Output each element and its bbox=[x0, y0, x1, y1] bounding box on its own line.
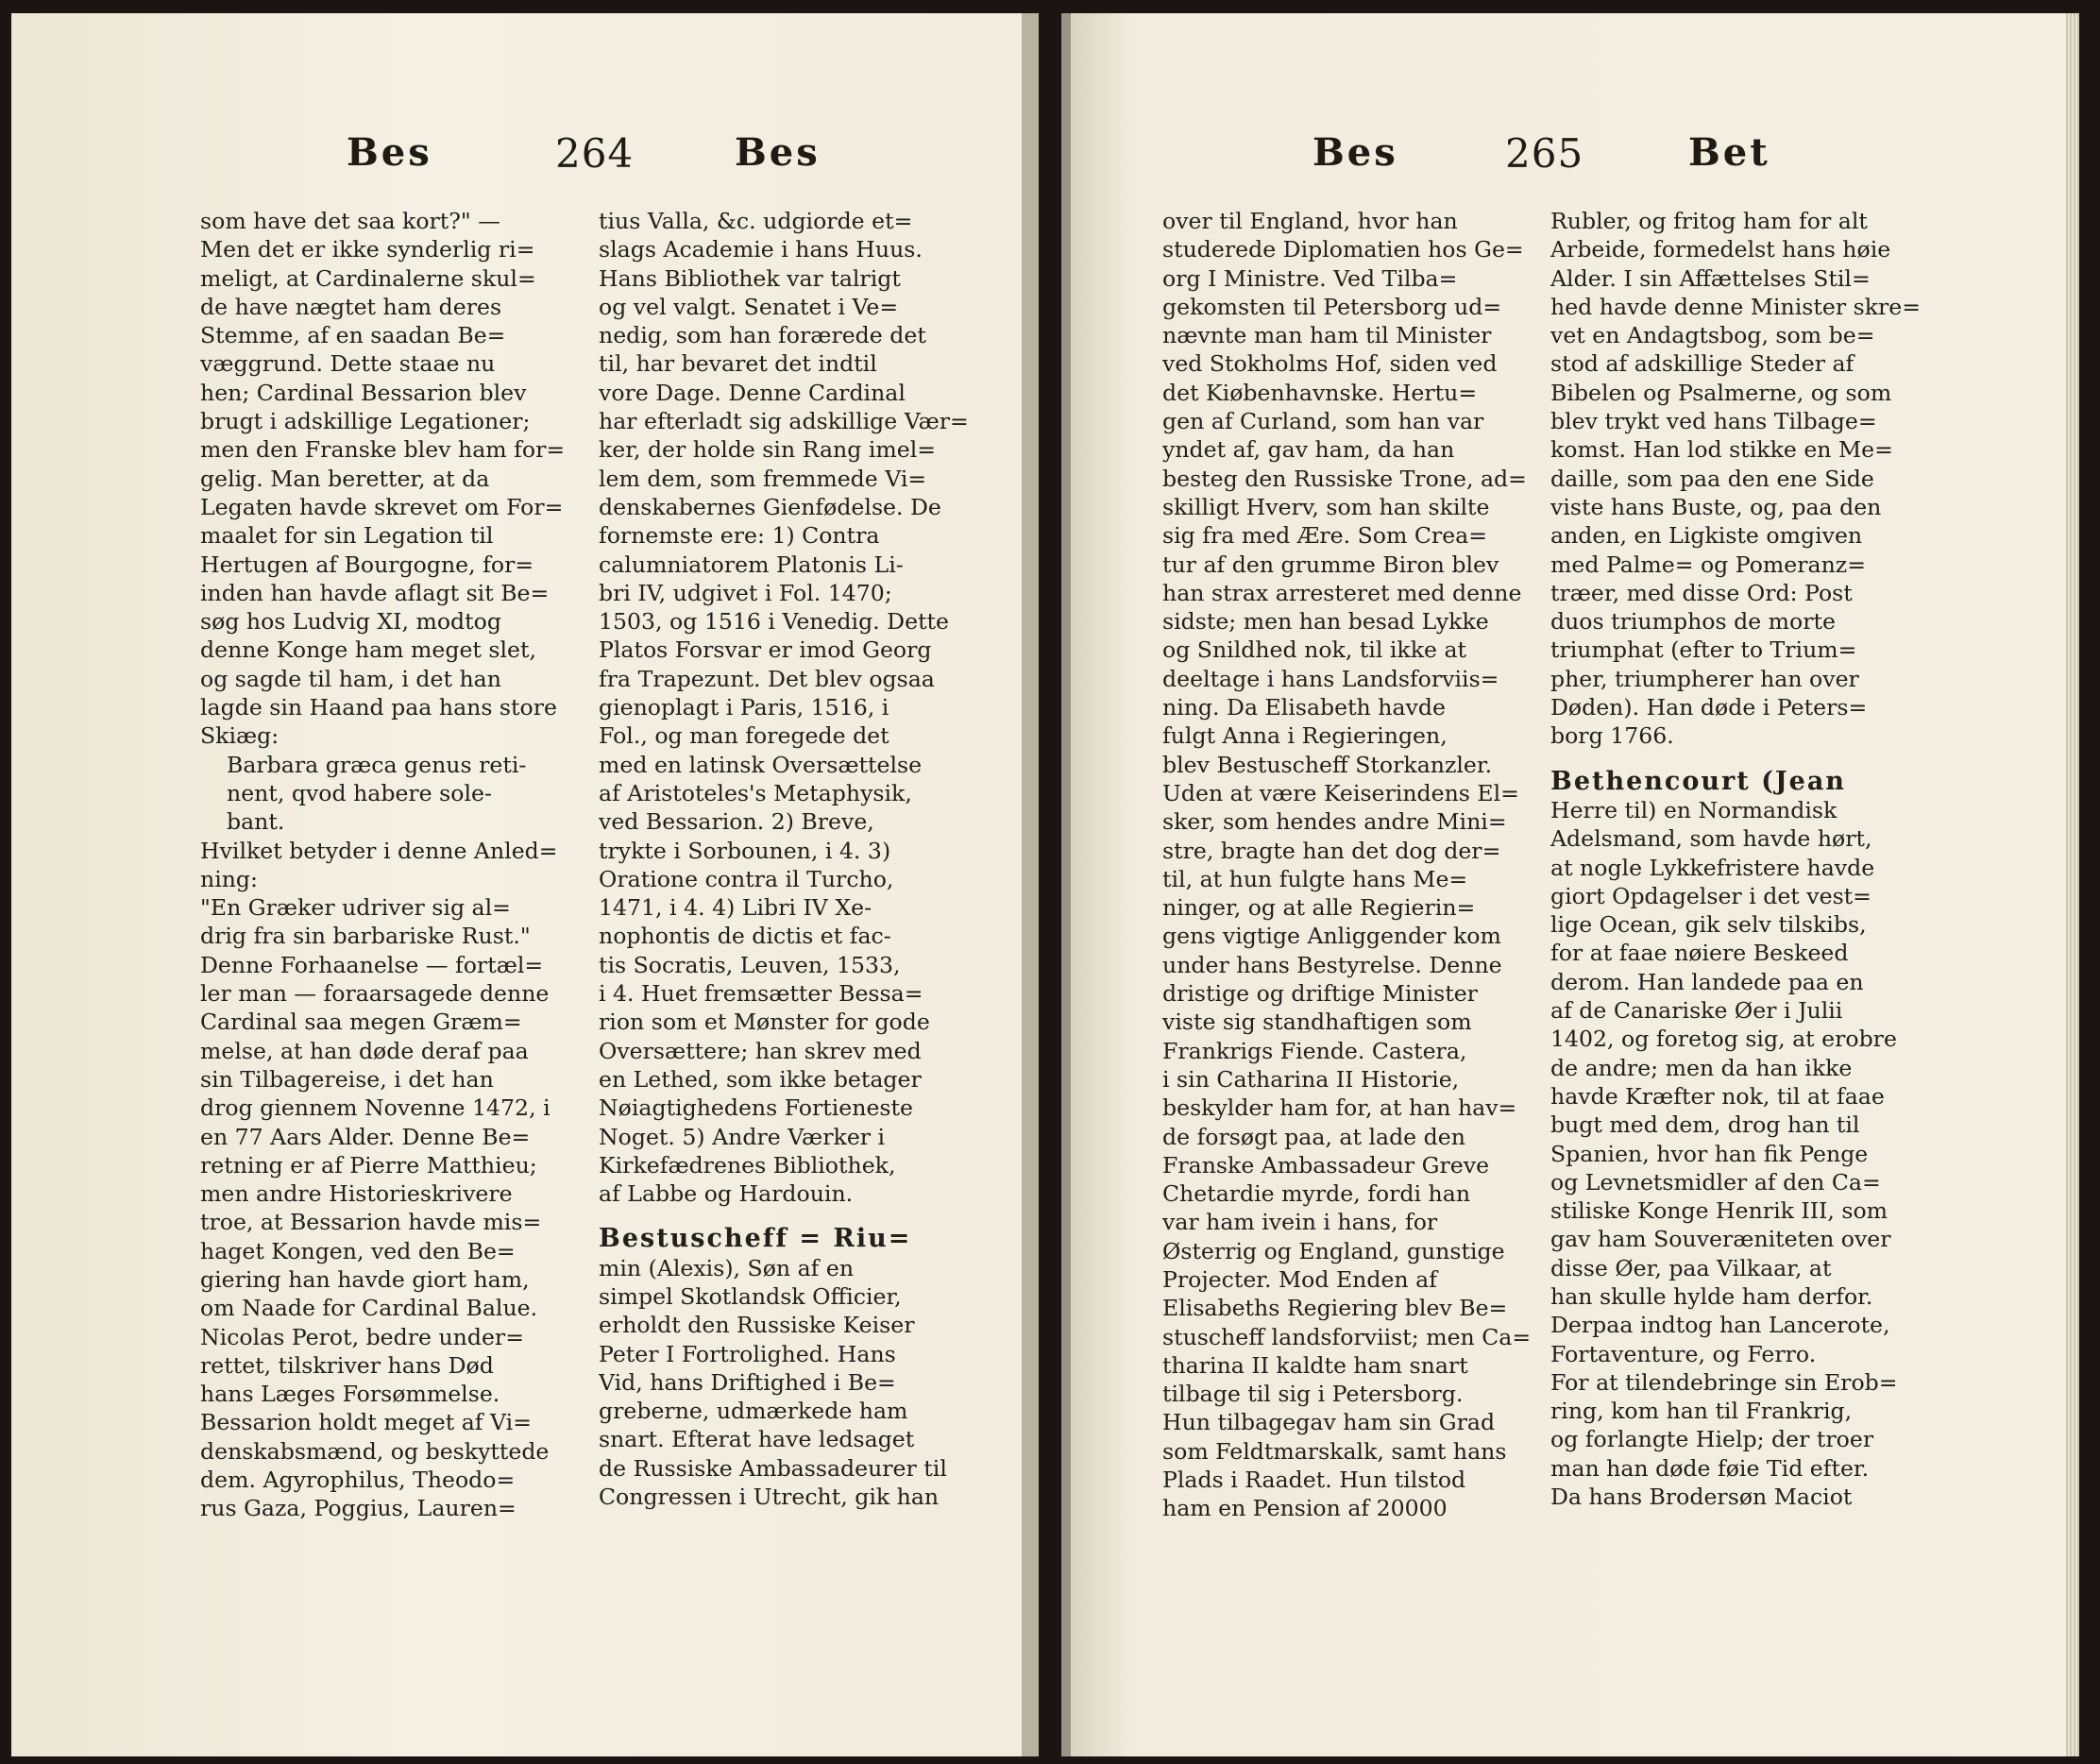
text-line: derom. Han landede paa en bbox=[1550, 968, 1864, 995]
text-line: stuscheff landsforviist; men Ca= bbox=[1162, 1323, 1532, 1350]
text-line: for at faae nøiere Beskeed bbox=[1550, 940, 1849, 967]
text-line: Alder. I sin Affættelses Stil= bbox=[1550, 264, 1871, 292]
text-line: hed havde denne Minister skre= bbox=[1550, 293, 1922, 320]
text-line: tius Valla, &c. udgiorde et= bbox=[599, 208, 913, 234]
right-page bbox=[1061, 13, 2079, 1756]
text-line: hen; Cardinal Bessarion blev bbox=[200, 379, 527, 406]
text-line: nophontis de dictis et fac- bbox=[599, 923, 891, 950]
text-line: Congressen i Utrecht, gik han bbox=[599, 1484, 940, 1511]
text-line: ved Stokholms Hof, siden ved bbox=[1162, 350, 1498, 378]
text-line: blev Bestuscheff Storkanzler. bbox=[1162, 751, 1493, 778]
text-line: Spanien, hvor han fik Penge bbox=[1550, 1140, 1869, 1167]
text-line: gekomsten til Petersborg ud= bbox=[1162, 293, 1502, 320]
text-line: Plads i Raadet. Hun tilstod bbox=[1162, 1467, 1466, 1494]
text-column-right-2 bbox=[1550, 207, 1928, 1511]
text-line: man han døde føie Tid efter. bbox=[1550, 1454, 1870, 1482]
text-line: gav ham Souveræniteten over bbox=[1550, 1226, 1891, 1253]
text-line: tharina II kaldte ham snart bbox=[1162, 1351, 1468, 1379]
text-line: lige Ocean, gik selv tilskibs, bbox=[1550, 911, 1867, 939]
text-line: brugt i adskillige Legationer; bbox=[200, 408, 531, 435]
text-line: han strax arresteret med denne bbox=[1162, 579, 1522, 606]
text-line: sker, som hendes andre Mini= bbox=[1162, 808, 1507, 836]
text-line: "En Græker udriver sig al= bbox=[200, 894, 511, 922]
text-line: og vel valgt. Senatet i Ve= bbox=[599, 293, 899, 320]
text-line: bant. bbox=[227, 808, 285, 836]
text-line: greberne, udmærkede ham bbox=[599, 1398, 908, 1425]
text-line: Oratione contra il Turcho, bbox=[599, 865, 894, 892]
text-line: Hun tilbagegav ham sin Grad bbox=[1162, 1409, 1496, 1436]
text-line: triumphat (efter to Trium= bbox=[1550, 636, 1857, 664]
text-line: sig fra med Ære. Som Crea= bbox=[1162, 522, 1487, 550]
header-left-word: Bes bbox=[347, 130, 432, 175]
text-line: drog giennem Novenne 1472, i bbox=[200, 1094, 550, 1122]
text-line: meligt, at Cardinalerne skul= bbox=[200, 264, 536, 292]
text-line: med en latinsk Oversættelse bbox=[599, 751, 923, 778]
text-line: Elisabeths Regiering blev Be= bbox=[1162, 1295, 1508, 1322]
text-line: til, har bevaret det indtil bbox=[599, 350, 877, 378]
text-line: dristige og driftige Minister bbox=[1162, 980, 1478, 1008]
left-page bbox=[11, 13, 1039, 1756]
text-line: trykte i Sorbounen, i 4. 3) bbox=[599, 837, 891, 864]
text-line: lagde sin Haand paa hans store bbox=[200, 694, 557, 721]
text-line: ring, kom han til Frankrig, bbox=[1550, 1398, 1853, 1425]
text-line: 1402, og foretog sig, at erobre bbox=[1550, 1026, 1897, 1053]
text-line: viste sig standhaftigen som bbox=[1162, 1009, 1472, 1036]
text-line: viste hans Buste, og, paa den bbox=[1550, 493, 1882, 520]
text-line: fra Trapezunt. Det blev ogsaa bbox=[599, 665, 935, 692]
text-line: hans Læges Forsømmelse. bbox=[200, 1381, 500, 1408]
text-line: borg 1766. bbox=[1550, 722, 1674, 750]
text-line: de have nægtet ham deres bbox=[200, 293, 502, 320]
text-line: han skulle hylde ham derfor. bbox=[1550, 1282, 1873, 1310]
text-line: af Labbe og Hardouin. bbox=[599, 1180, 854, 1208]
text-line: duos triumphos de morte bbox=[1550, 608, 1836, 636]
text-line: dem. Agyrophilus, Theodo= bbox=[200, 1467, 516, 1494]
text-line: tis Socratis, Leuven, 1533, bbox=[599, 951, 901, 978]
text-line: søg hos Ludvig XI, modtog bbox=[200, 608, 501, 636]
text-line: ved Bessarion. 2) Breve, bbox=[599, 808, 874, 836]
text-line: Chetardie myrde, fordi han bbox=[1162, 1180, 1471, 1208]
text-line: i 4. Huet fremsætter Bessa= bbox=[599, 980, 923, 1008]
text-line: nedig, som han forærede det bbox=[599, 322, 926, 349]
text-line: at nogle Lykkefristere havde bbox=[1550, 854, 1875, 881]
text-line: Bibelen og Psalmerne, og som bbox=[1550, 379, 1892, 406]
text-line: blev trykt ved hans Tilbage= bbox=[1550, 408, 1877, 435]
text-line: Barbara græca genus reti- bbox=[227, 751, 527, 778]
text-line: ning: bbox=[200, 865, 258, 892]
text-line: sin Tilbagereise, i det han bbox=[200, 1065, 494, 1093]
text-line: daille, som paa den ene Side bbox=[1550, 465, 1874, 492]
text-line: Vid, hans Driftighed i Be= bbox=[599, 1368, 896, 1396]
text-line: sidste; men han besad Lykke bbox=[1162, 608, 1489, 636]
text-line: fulgt Anna i Regieringen, bbox=[1162, 722, 1448, 750]
text-line: rettet, tilskriver hans Død bbox=[200, 1351, 494, 1379]
text-line: Nicolas Perot, bedre under= bbox=[200, 1323, 524, 1350]
text-line: yndet af, gav ham, da han bbox=[1162, 436, 1455, 464]
running-head-right bbox=[1071, 130, 2079, 187]
text-line: Da hans Brodersøn Maciot bbox=[1550, 1484, 1853, 1511]
text-line: vet en Andagtsbog, som be= bbox=[1550, 322, 1875, 349]
text-line: snart. Efterat have ledsaget bbox=[599, 1426, 915, 1453]
text-line: gelig. Man beretter, at da bbox=[200, 465, 490, 492]
text-line: komst. Han lod stikke en Me= bbox=[1550, 436, 1893, 464]
text-line: Hans Bibliothek var talrigt bbox=[599, 264, 901, 292]
text-line: giort Opdagelser i det vest= bbox=[1550, 882, 1871, 909]
text-line: træer, med disse Ord: Post bbox=[1550, 579, 1853, 606]
text-line: pher, triumpherer han over bbox=[1550, 665, 1859, 692]
text-line: Adelsmand, som havde hørt, bbox=[1550, 825, 1872, 853]
text-line: som Feldtmarskalk, samt hans bbox=[1162, 1437, 1507, 1465]
text-line: Herre til) en Normandisk bbox=[1550, 796, 1838, 823]
text-line: stiliske Konge Henrik III, som bbox=[1550, 1197, 1888, 1225]
text-line: retning er af Pierre Matthieu; bbox=[200, 1151, 537, 1179]
text-line: Fortaventure, og Ferro. bbox=[1550, 1340, 1817, 1367]
text-line: deeltage i hans Landsforviis= bbox=[1162, 665, 1499, 692]
text-line: gen af Curland, som han var bbox=[1162, 408, 1484, 435]
text-line: af de Canariske Øer i Julii bbox=[1550, 997, 1843, 1025]
text-line: calumniatorem Platonis Li- bbox=[599, 551, 904, 578]
text-column-left-1 bbox=[200, 207, 578, 1523]
page-edge bbox=[2066, 13, 2079, 1756]
text-line: rus Gaza, Poggius, Lauren= bbox=[200, 1495, 517, 1522]
text-line: troe, at Bessarion havde mis= bbox=[200, 1209, 542, 1236]
text-line: bugt med dem, drog han til bbox=[1550, 1111, 1860, 1139]
text-line: Arbeide, formedelst hans høie bbox=[1550, 236, 1891, 263]
text-line: Skiæg: bbox=[200, 722, 279, 750]
header-right-word: Bet bbox=[1688, 130, 1770, 175]
text-line: anden, en Ligkiste omgiven bbox=[1550, 522, 1863, 550]
text-line: i sin Catharina II Historie, bbox=[1162, 1065, 1460, 1093]
text-line: over til England, hvor han bbox=[1162, 208, 1458, 234]
text-line: bri IV, udgivet i Fol. 1470; bbox=[599, 579, 892, 606]
text-line: org I Ministre. Ved Tilba= bbox=[1162, 264, 1458, 292]
text-line: slags Academie i hans Huus. bbox=[599, 236, 923, 263]
text-line: min (Alexis), Søn af en bbox=[599, 1254, 855, 1281]
text-line: Hertugen af Bourgogne, for= bbox=[200, 551, 534, 578]
text-line: Franske Ambassadeur Greve bbox=[1162, 1151, 1490, 1179]
page-number: 265 bbox=[1505, 130, 1584, 177]
text-line: Cardinal saa megen Græm= bbox=[200, 1009, 522, 1036]
text-line: men andre Historieskrivere bbox=[200, 1180, 513, 1208]
text-line: beskylder ham for, at han hav= bbox=[1162, 1094, 1517, 1122]
text-line: nent, qvod habere sole- bbox=[227, 779, 492, 806]
text-line: Fol., og man foregede det bbox=[599, 722, 889, 750]
text-line: fornemste ere: 1) Contra bbox=[599, 522, 880, 550]
text-line: med Palme= og Pomeranz= bbox=[1550, 551, 1866, 578]
text-line: Noget. 5) Andre Værker i bbox=[599, 1123, 886, 1150]
text-line: Denne Forhaanelse — fortæl= bbox=[200, 951, 544, 978]
text-line: til, at hun fulgte hans Me= bbox=[1162, 865, 1468, 892]
text-line: erholdt den Russiske Keiser bbox=[599, 1312, 915, 1339]
text-line: Men det er ikke synderlig ri= bbox=[200, 236, 535, 263]
text-line: Nøiagtighedens Fortieneste bbox=[599, 1094, 913, 1122]
text-line: væggrund. Dette staae nu bbox=[200, 350, 496, 378]
text-line: Bestuscheff = Riu= bbox=[599, 1225, 912, 1254]
text-line: og Snildhed nok, til ikke at bbox=[1162, 636, 1467, 664]
text-line: rion som et Mønster for gode bbox=[599, 1009, 930, 1036]
running-head-left bbox=[11, 130, 1022, 187]
text-line: simpel Skotlandsk Officier, bbox=[599, 1282, 902, 1310]
text-line: og Levnetsmidler af den Ca= bbox=[1550, 1168, 1881, 1196]
text-line: ham en Pension af 20000 bbox=[1162, 1495, 1448, 1522]
text-line: disse Øer, paa Vilkaar, at bbox=[1550, 1254, 1832, 1281]
text-line: stod af adskillige Steder af bbox=[1550, 350, 1854, 378]
page-number: 264 bbox=[555, 130, 635, 177]
text-line: var ham ivein i hans, for bbox=[1162, 1209, 1438, 1236]
text-column-left-2 bbox=[599, 207, 976, 1511]
text-line: Peter I Fortrolighed. Hans bbox=[599, 1340, 896, 1367]
text-line: ninger, og at alle Regierin= bbox=[1162, 894, 1476, 922]
text-line: 1471, i 4. 4) Libri IV Xe- bbox=[599, 894, 872, 922]
text-line: haget Kongen, ved den Be= bbox=[200, 1237, 516, 1264]
text-line: melse, at han døde deraf paa bbox=[200, 1037, 529, 1064]
text-line: en Lethed, som ikke betager bbox=[599, 1065, 922, 1093]
text-line: om Naade for Cardinal Balue. bbox=[200, 1295, 538, 1322]
text-line: de andre; men da han ikke bbox=[1550, 1054, 1853, 1081]
text-line bbox=[599, 1208, 976, 1225]
text-line: 1503, og 1516 i Venedig. Dette bbox=[599, 608, 949, 636]
text-line: Oversættere; han skrev med bbox=[599, 1037, 922, 1064]
text-line bbox=[1550, 751, 1928, 768]
text-line: Kirkefædrenes Bibliothek, bbox=[599, 1151, 896, 1179]
text-line: Bethencourt (Jean bbox=[1550, 767, 1846, 796]
text-line: vore Dage. Denne Cardinal bbox=[599, 379, 906, 406]
text-line: af Aristoteles's Metaphysik, bbox=[599, 779, 912, 806]
text-line: Bessarion holdt meget af Vi= bbox=[200, 1409, 532, 1436]
text-line: gens vigtige Anliggender kom bbox=[1162, 923, 1501, 950]
text-line: lem dem, som fremmede Vi= bbox=[599, 465, 927, 492]
text-line: Frankrigs Fiende. Castera, bbox=[1162, 1037, 1467, 1064]
text-line: Østerrig og England, gunstige bbox=[1162, 1237, 1505, 1264]
text-line: Legaten havde skrevet om For= bbox=[200, 493, 564, 520]
text-line: inden han havde aflagt sit Be= bbox=[200, 579, 550, 606]
text-line: Uden at være Keiserindens El= bbox=[1162, 779, 1519, 806]
text-line: gienoplagt i Paris, 1516, i bbox=[599, 694, 889, 721]
text-line: nævnte man ham til Minister bbox=[1162, 322, 1492, 349]
text-line: Projecter. Mod Enden af bbox=[1162, 1265, 1437, 1293]
text-line: Derpaa indtog han Lancerote, bbox=[1550, 1312, 1890, 1339]
text-line: det Kiøbenhavnske. Hertu= bbox=[1162, 379, 1478, 406]
text-line: en 77 Aars Alder. Denne Be= bbox=[200, 1123, 531, 1150]
text-line: Hvilket betyder i denne Anled= bbox=[200, 837, 558, 864]
header-left-word: Bes bbox=[1312, 130, 1398, 175]
text-line: Rubler, og fritog ham for alt bbox=[1550, 208, 1868, 234]
text-line: ning. Da Elisabeth havde bbox=[1162, 694, 1446, 721]
text-line: ker, der holde sin Rang imel= bbox=[599, 436, 937, 464]
text-line: maalet for sin Legation til bbox=[200, 522, 494, 550]
text-line: under hans Bestyrelse. Denne bbox=[1162, 951, 1502, 978]
text-line: Platos Forsvar er imod Georg bbox=[599, 636, 932, 664]
text-line: giering han havde giort ham, bbox=[200, 1265, 530, 1293]
text-line: denne Konge ham meget slet, bbox=[200, 636, 536, 664]
text-line: Døden). Han døde i Peters= bbox=[1550, 694, 1868, 721]
text-line: havde Kræfter nok, til at faae bbox=[1550, 1082, 1885, 1110]
text-column-right-1 bbox=[1162, 207, 1540, 1523]
text-line: og sagde til ham, i det han bbox=[200, 665, 501, 692]
text-line: tur af den grumme Biron blev bbox=[1162, 551, 1499, 578]
text-line: har efterladt sig adskillige Vær= bbox=[599, 408, 969, 435]
text-line: For at tilendebringe sin Erob= bbox=[1550, 1368, 1898, 1396]
text-line: skilligt Hverv, som han skilte bbox=[1162, 493, 1490, 520]
text-line: besteg den Russiske Trone, ad= bbox=[1162, 465, 1527, 492]
text-line: Stemme, af en saadan Be= bbox=[200, 322, 506, 349]
text-line: denskabsmænd, og beskyttede bbox=[200, 1437, 550, 1465]
text-line: drig fra sin barbariske Rust." bbox=[200, 923, 531, 950]
text-line: ler man — foraarsagede denne bbox=[200, 980, 550, 1008]
text-line: de forsøgt paa, at lade den bbox=[1162, 1123, 1465, 1150]
text-line: men den Franske blev ham for= bbox=[200, 436, 566, 464]
text-line: tilbage til sig i Petersborg. bbox=[1162, 1381, 1464, 1408]
text-line: studerede Diplomatien hos Ge= bbox=[1162, 236, 1524, 263]
text-line: og forlangte Hielp; der troer bbox=[1550, 1426, 1874, 1453]
text-line: de Russiske Ambassadeurer til bbox=[599, 1454, 947, 1482]
text-line: stre, bragte han det dog der= bbox=[1162, 837, 1501, 864]
text-line: denskabernes Gienfødelse. De bbox=[599, 493, 941, 520]
header-right-word: Bes bbox=[735, 130, 821, 175]
text-line: som have det saa kort?" — bbox=[200, 208, 500, 234]
